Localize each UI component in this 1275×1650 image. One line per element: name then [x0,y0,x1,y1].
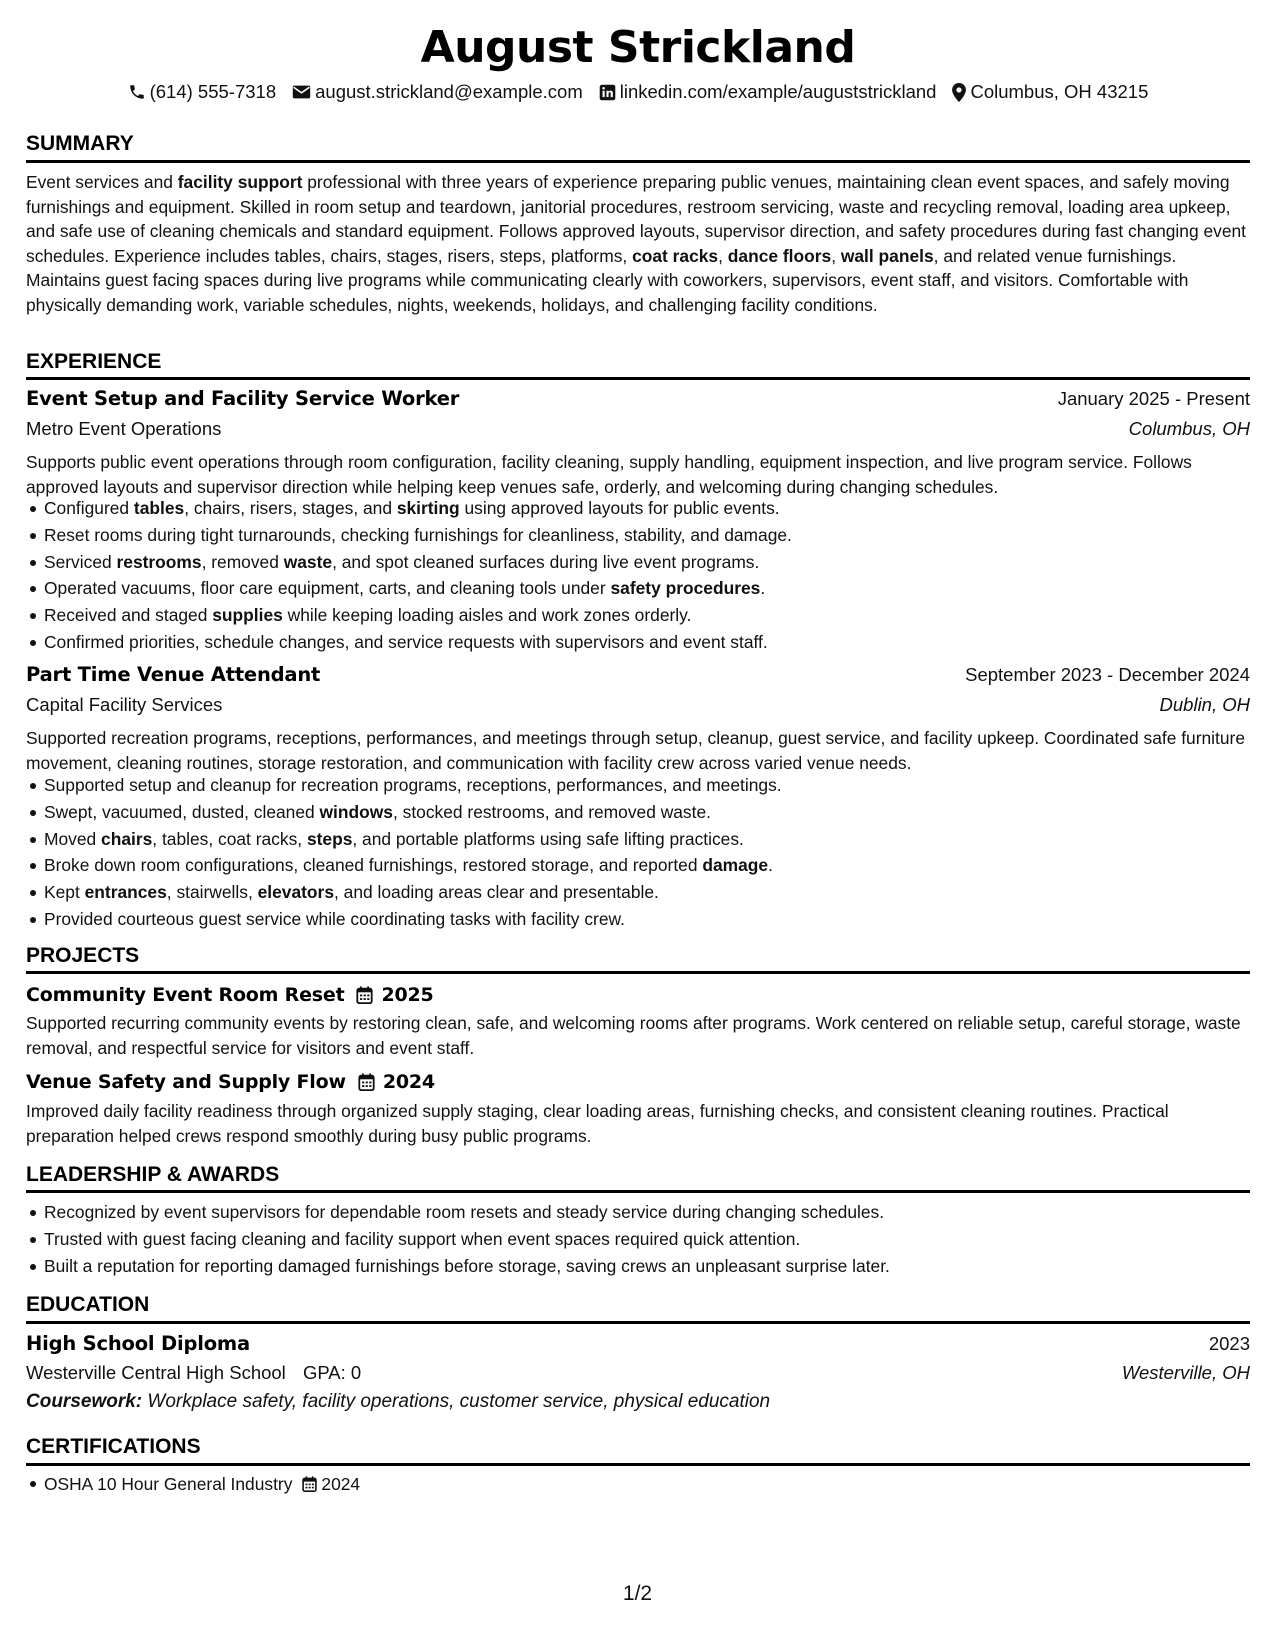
contact-phone[interactable] [128,80,277,104]
leadership-bullets [26,1200,1250,1280]
coursework-list: Workplace safety, facility operations, customer service, physical education [147,1391,771,1412]
list-item: Configured tables, chairs, risers, stages, and skirting using approved layouts for public events. [26,496,1250,523]
job-title: Event Setup and Facility Service Worker [26,387,460,410]
project-description: Improved daily facility readiness through organized supply staging, clear loading areas, furnishing checks, and consistent cleaning routines. Practical preparation helped crews respond smoothly during busy public programs. [26,1101,1169,1146]
section-title-education: EDUCATION [26,1293,150,1316]
job-bullets [26,773,1250,934]
contact-location [952,80,1148,104]
contact-linkedin[interactable] [599,80,937,104]
list-item: Supported setup and cleanup for recreation programs, receptions, performances, and meetings. [26,773,1250,800]
list-item: Reset rooms during tight turnarounds, checking furnishings for cleanliness, stability, and damage. [26,523,1250,550]
section-title-leadership: LEADERSHIP & AWARDS [26,1163,280,1186]
section-title-summary: SUMMARY [26,132,134,155]
list-item: Kept entrances, stairwells, elevators, and loading areas clear and presentable. [26,880,1250,907]
company-name: Capital Facility Services [26,694,223,715]
list-item: Provided courteous guest service while coordinating tasks with facility crew. [26,907,1250,934]
certification-item [26,1472,360,1496]
project-title: Community Event Room Reset [26,984,345,1006]
candidate-name: August Strickland [420,22,856,73]
envelope-icon [292,84,311,100]
list-item: Operated vacuums, floor care equipment, carts, and cleaning tools under safety procedures. [26,576,1250,603]
school-row [26,1360,361,1386]
job-description: Supports public event operations through room configuration, facility cleaning, supply handling, equipment inspection, and live program service. Follows approved layouts and supervisor direction while helping keep venues safe, orderly, and welcoming during changing schedules. [26,452,1192,497]
location-text: Columbus, OH 43215 [970,81,1149,102]
project-year: 2025 [381,984,434,1006]
section-title-projects: PROJECTS [26,944,140,967]
linkedin-text: linkedin.com/example/auguststrickland [619,81,937,102]
education-year: 2023 [1208,1333,1250,1354]
email-text: august.strickland@example.com [315,81,583,102]
job-location: Dublin, OH [1159,694,1250,715]
certification-year: 2024 [321,1474,361,1494]
map-pin-icon [952,83,966,102]
contact-bar [26,80,1250,104]
project-title-row [26,982,434,1008]
list-item: Moved chairs, tables, coat racks, steps, and portable platforms using safe lifting practices. [26,827,1250,854]
bullet-dot [30,1481,36,1487]
company-name: Metro Event Operations [26,418,222,439]
gpa: GPA: 0 [302,1362,362,1383]
project-description: Supported recurring community events by restoring clean, safe, and welcoming rooms after programs. Work centered on reliable setup, careful storage, waste removal, and respectful service for visitors and event staff. [26,1013,1241,1058]
section-divider [26,1190,1250,1193]
coursework-row [26,1389,770,1415]
list-item: Recognized by event supervisors for dependable room resets and steady service during changing schedules. [26,1200,1250,1227]
linkedin-icon [599,84,616,101]
page-number: 1/2 [622,1582,653,1605]
list-item: Broke down room configurations, cleaned furnishings, restored storage, and reported damage. [26,853,1250,880]
degree-title: High School Diploma [26,1332,250,1355]
list-item: Confirmed priorities, schedule changes, and service requests with supervisors and event staff. [26,630,1250,657]
job-title: Part Time Venue Attendant [26,663,321,686]
project-title-row [26,1069,435,1095]
section-divider [26,971,1250,974]
school-location: Westerville, OH [1121,1362,1250,1383]
section-title-certifications: CERTIFICATIONS [26,1435,201,1458]
calendar-icon [358,1073,375,1091]
list-item: Received and staged supplies while keeping loading aisles and work zones orderly. [26,603,1250,630]
section-divider [26,1463,1250,1466]
project-year: 2024 [382,1071,435,1093]
list-item: Trusted with guest facing cleaning and facility support when event spaces required quick attention. [26,1227,1250,1254]
summary-paragraph: Event services and facility support professional with three years of experience preparing public venues, maintaining clean event spaces, and safely moving furnishings and equipment. Skilled in room setup and teardown, janitorial procedures, restroom servicing, waste and recycling removal, loading area upkeep, and safe use of cleaning chemicals and standard equipment. Follows approved layouts, supervisor direction, and safety procedures during fast changing event schedules. Experience includes tables, chairs, stages, risers, steps, platforms, coat racks, dance floors, wall panels, and related venue furnishings. Maintains guest facing spaces during live programs while communicating clearly with coworkers, supervisors, event staff, and visitors. Comfortable with physically demanding work, variable schedules, nights, weekends, holidays, and challenging facility conditions. [26,172,1247,315]
job-bullets [26,496,1250,657]
certification-name: OSHA 10 Hour General Industry [44,1474,293,1494]
section-divider [26,1321,1250,1324]
job-description: Supported recreation programs, receptions, performances, and meetings through setup, cleanup, guest service, and facility upkeep. Coordinated safe furniture movement, cleaning routines, storage restoration, and communication with facility crew across varied venue needs. [26,728,1246,773]
job-dates: January 2025 - Present [1057,388,1250,409]
school-name: Westerville Central High School [26,1362,286,1383]
calendar-icon [356,986,373,1004]
project-title: Venue Safety and Supply Flow [26,1071,346,1093]
section-divider [26,160,1250,163]
job-location: Columbus, OH [1128,418,1250,439]
section-divider [26,377,1250,380]
job-dates: September 2023 - December 2024 [965,664,1250,685]
list-item: Serviced restrooms, removed waste, and spot cleaned surfaces during live event programs. [26,550,1250,577]
coursework-label: Coursework: [26,1391,143,1412]
calendar-icon [302,1476,317,1492]
contact-email[interactable] [292,80,583,104]
list-item: Swept, vacuumed, dusted, cleaned windows, stocked restrooms, and removed waste. [26,800,1250,827]
section-title-experience: EXPERIENCE [26,350,162,373]
list-item: Built a reputation for reporting damaged furnishings before storage, saving crews an unpleasant surprise later. [26,1254,1250,1281]
phone-text: (614) 555-7318 [149,81,277,102]
phone-icon [128,83,146,101]
